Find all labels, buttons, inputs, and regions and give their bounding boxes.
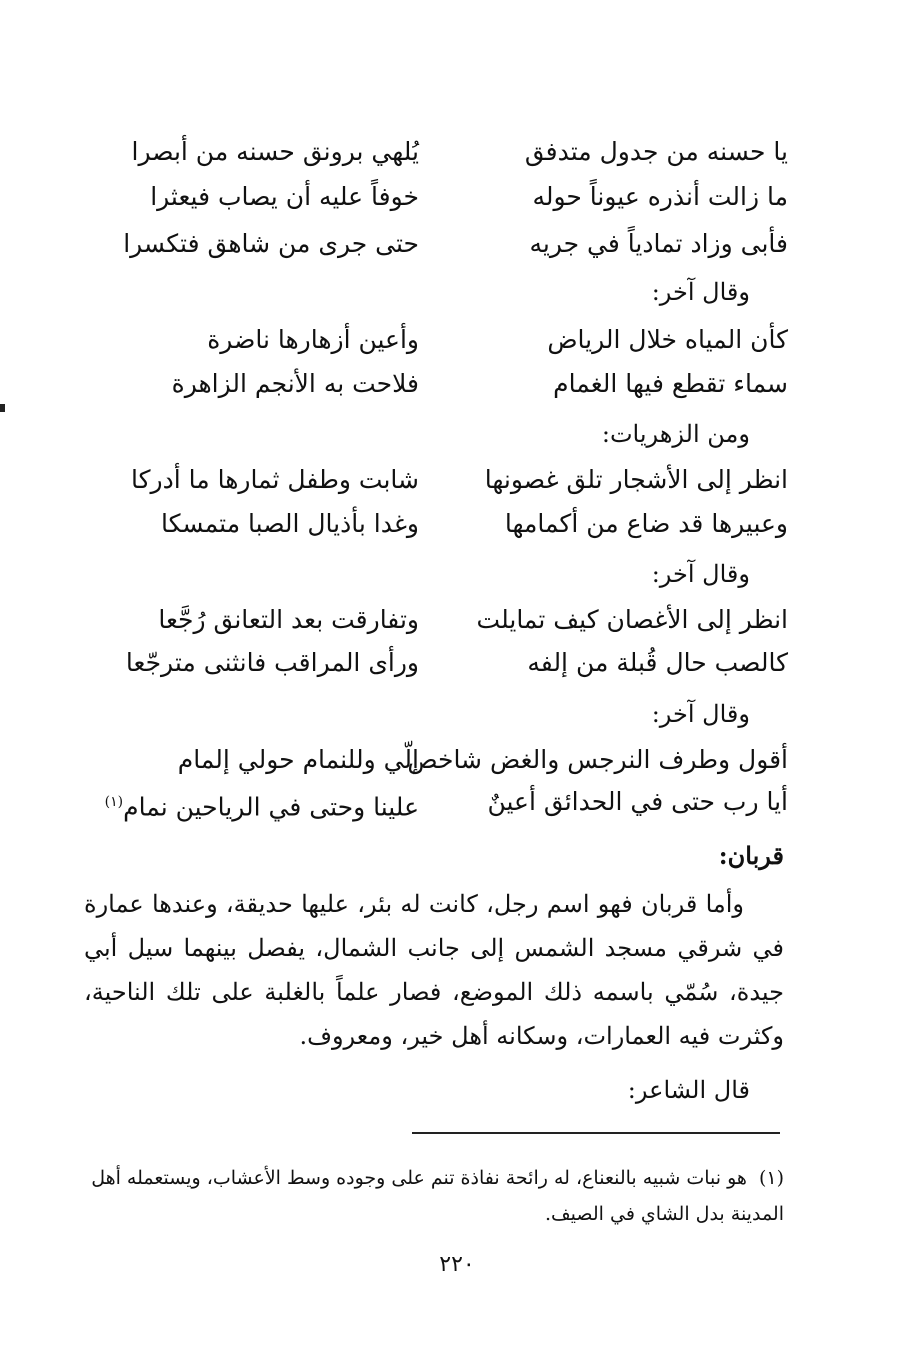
page-number: ٢٢٠ — [439, 1252, 475, 1277]
verse-second-hemistich: شابت وطفل ثمارها ما أدركا — [131, 465, 419, 494]
verse-second-hemistich: يُلهي برونق حسنه من أبصرا — [131, 137, 419, 166]
verse-text: علينا وحتى في الرياحين نمام — [123, 792, 419, 822]
poem-heading: وقال آخر: — [651, 278, 750, 306]
verse-second-hemistich: وتفارقت بعد التعانق رُجَّعا — [158, 605, 419, 634]
verse-first-hemistich: ما زالت أنذره عيوناً حوله — [532, 182, 788, 211]
verse-second-hemistich: خوفاً عليه أن يصاب فيعثرا — [150, 182, 419, 211]
footnote-divider — [412, 1132, 780, 1134]
verse-second-hemistich: وغدا بأذيال الصبا متمسكا — [160, 509, 419, 538]
poem-heading: ومن الزهريات: — [601, 420, 750, 448]
verse-first-hemistich: وعبيرها قد ضاع من أكمامها — [504, 509, 788, 538]
verse-first-hemistich: كالصب حال قُبلة من إلفه — [527, 648, 788, 677]
footnote-number: (١) — [758, 1167, 784, 1189]
footnote — [84, 1160, 784, 1232]
section-paragraph: وأما قربان فهو اسم رجل، كانت له بئر، عليها حديقة، وعندها عمارة في شرقي مسجد الشمس إلى جانب الشمال، يفصل بينهما سيل أبي جيدة، سُمّي باسمه ذلك الموضع، فصار علماً بالغلبة على تلك الناحية، وكثرت فيه العمارات، وسكانه أهل خير، ومعروف. — [84, 890, 784, 1050]
verse-first-hemistich: انظر إلى الأشجار تلق غصونها — [484, 465, 788, 494]
verse-first-hemistich: كأن المياه خلال الرياض — [547, 325, 788, 354]
footnote-reference: (١) — [104, 794, 124, 810]
verse-second-hemistich: وأعين أزهارها ناضرة — [207, 325, 419, 354]
verse-second-hemistich: فلاحت به الأنجم الزاهرة — [171, 369, 419, 398]
section-title: قربان: — [718, 841, 784, 870]
poem-heading: وقال آخر: — [651, 560, 750, 588]
scan-edge-mark — [0, 404, 5, 412]
verse-first-hemistich: يا حسنه من جدول متدفق — [524, 137, 788, 166]
verse-first-hemistich: سماء تقطع فيها الغمام — [553, 369, 788, 398]
verse-second-hemistich: إلّي وللنمام حولي إلمام — [177, 745, 419, 774]
poet-intro: قال الشاعر: — [627, 1076, 750, 1104]
verse-first-hemistich: انظر إلى الأغصان كيف تمايلت — [476, 605, 788, 634]
verse-first-hemistich: فأبى وزاد تمادياً في جريه — [529, 229, 788, 258]
verse-second-hemistich: حتى جرى من شاهق فتكسرا — [123, 229, 419, 258]
poem-heading: وقال آخر: — [651, 700, 750, 728]
verse-second-hemistich — [99, 782, 419, 827]
verse-first-hemistich: أقول وطرف النرجس والغض شاخص — [407, 745, 788, 774]
verse-first-hemistich: أيا رب حتى في الحدائق أعينٌ — [487, 787, 788, 816]
verse-second-hemistich: ورأى المراقب فانثنى مترجّعا — [125, 648, 419, 677]
footnote-text: هو نبات شبيه بالنعناع، له رائحة نفاذة تنم على وجوده وسط الأعشاب، ويستعمله أهل المدينة بدل الشاي في الصيف. — [91, 1167, 784, 1225]
